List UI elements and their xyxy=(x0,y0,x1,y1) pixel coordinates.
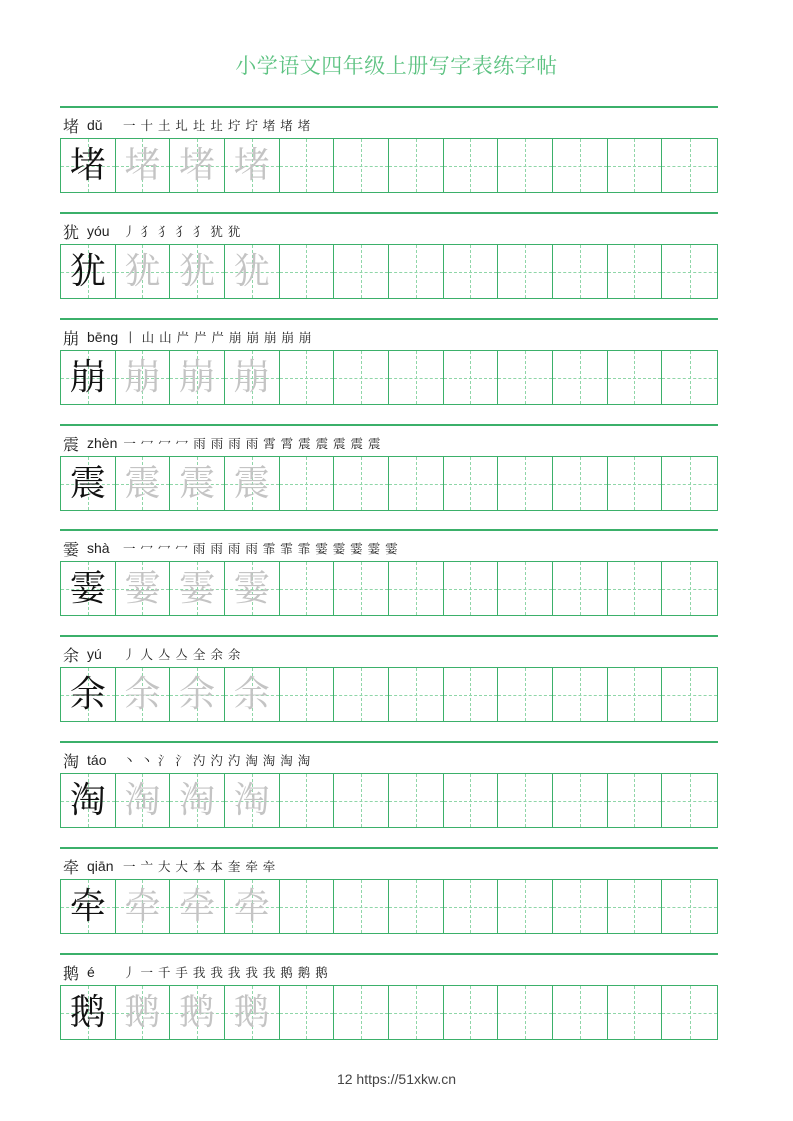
trace-character: 堵 xyxy=(124,144,161,186)
practice-cell[interactable] xyxy=(280,562,335,615)
practice-cell[interactable] xyxy=(444,139,499,192)
practice-cell[interactable] xyxy=(662,139,717,192)
trace-cell xyxy=(116,986,171,1039)
practice-cell[interactable] xyxy=(280,245,335,298)
stroke-order: 丿 一 千 手 我 我 我 我 我 鹅 鹅 鹅 xyxy=(123,965,329,980)
practice-cell[interactable] xyxy=(553,986,608,1039)
stroke-order: 丶 丶 氵 氵 汋 汋 汋 淘 淘 淘 淘 xyxy=(123,753,311,768)
trace-cell xyxy=(225,774,280,827)
trace-cell xyxy=(170,986,225,1039)
character-info xyxy=(63,748,311,772)
trace-cell xyxy=(170,245,225,298)
practice-cell[interactable] xyxy=(608,245,663,298)
practice-cell[interactable] xyxy=(444,986,499,1039)
trace-character: 牵 xyxy=(233,885,270,927)
section-divider xyxy=(60,212,718,214)
practice-cell[interactable] xyxy=(389,668,444,721)
practice-cell[interactable] xyxy=(389,774,444,827)
stroke-order: 丿 人 亼 亼 全 余 余 xyxy=(123,647,241,662)
practice-cell[interactable] xyxy=(662,562,717,615)
trace-cell xyxy=(225,986,280,1039)
practice-cell[interactable] xyxy=(334,562,389,615)
writing-grid xyxy=(60,138,718,193)
pinyin-label: qiān xyxy=(87,858,114,874)
practice-cell[interactable] xyxy=(444,457,499,510)
trace-character: 犹 xyxy=(233,250,270,292)
trace-character: 霎 xyxy=(124,567,161,609)
section-divider xyxy=(60,529,718,531)
trace-character: 震 xyxy=(233,462,270,504)
practice-cell[interactable] xyxy=(334,245,389,298)
practice-cell[interactable] xyxy=(553,668,608,721)
practice-cell[interactable] xyxy=(389,139,444,192)
practice-row xyxy=(60,212,718,318)
character-info xyxy=(63,325,312,349)
practice-cell[interactable] xyxy=(608,351,663,404)
practice-cell[interactable] xyxy=(608,457,663,510)
model-cell xyxy=(61,457,116,510)
model-character: 堵 xyxy=(69,144,106,186)
character-label: 震 xyxy=(63,434,80,454)
model-character: 牵 xyxy=(69,885,106,927)
practice-cell[interactable] xyxy=(389,351,444,404)
model-cell xyxy=(61,668,116,721)
trace-cell xyxy=(225,139,280,192)
practice-cell[interactable] xyxy=(608,139,663,192)
practice-cell[interactable] xyxy=(444,880,499,933)
model-cell xyxy=(61,880,116,933)
practice-row xyxy=(60,106,718,212)
writing-grid xyxy=(60,773,718,828)
practice-cell[interactable] xyxy=(553,351,608,404)
practice-cell[interactable] xyxy=(662,245,717,298)
pinyin-label: yú xyxy=(87,646,102,662)
trace-cell xyxy=(116,880,171,933)
trace-character: 淘 xyxy=(179,779,216,821)
model-cell xyxy=(61,774,116,827)
trace-cell xyxy=(170,880,225,933)
stroke-order: 一 冖 冖 冖 雨 雨 雨 雨 霏 霏 霏 霎 霎 霎 霎 霎 xyxy=(123,541,399,556)
practice-cell[interactable] xyxy=(334,880,389,933)
trace-character: 堵 xyxy=(233,144,270,186)
section-divider xyxy=(60,635,718,637)
practice-cell[interactable] xyxy=(608,774,663,827)
character-label: 犹 xyxy=(63,222,80,242)
stroke-order: 丿 犭 犭 犭 犭 犹 犹 xyxy=(123,224,241,239)
character-label: 堵 xyxy=(63,116,80,136)
model-character: 犹 xyxy=(69,250,106,292)
stroke-order: 一 亠 大 大 本 本 奎 牵 牵 xyxy=(123,859,276,874)
character-label: 余 xyxy=(63,645,80,665)
practice-cell[interactable] xyxy=(553,245,608,298)
trace-character: 余 xyxy=(179,673,216,715)
character-info xyxy=(63,854,276,878)
model-cell xyxy=(61,139,116,192)
trace-character: 崩 xyxy=(233,356,270,398)
practice-cell[interactable] xyxy=(389,986,444,1039)
practice-row xyxy=(60,847,718,953)
trace-character: 崩 xyxy=(124,356,161,398)
section-divider xyxy=(60,318,718,320)
character-info xyxy=(63,536,398,560)
practice-cell[interactable] xyxy=(608,668,663,721)
trace-cell xyxy=(116,562,171,615)
practice-cell[interactable] xyxy=(444,351,499,404)
practice-cell[interactable] xyxy=(389,880,444,933)
trace-cell xyxy=(225,245,280,298)
practice-cell[interactable] xyxy=(553,774,608,827)
trace-character: 鹅 xyxy=(179,991,216,1033)
character-info xyxy=(63,219,241,243)
practice-cell[interactable] xyxy=(498,245,553,298)
practice-cell[interactable] xyxy=(389,457,444,510)
practice-cell[interactable] xyxy=(280,986,335,1039)
writing-grid xyxy=(60,561,718,616)
practice-cell[interactable] xyxy=(498,351,553,404)
practice-cell[interactable] xyxy=(334,774,389,827)
practice-row xyxy=(60,741,718,847)
practice-cell[interactable] xyxy=(498,668,553,721)
practice-cell[interactable] xyxy=(280,351,335,404)
trace-character: 犹 xyxy=(124,250,161,292)
pinyin-label: dǔ xyxy=(87,117,103,133)
trace-character: 牵 xyxy=(124,885,161,927)
practice-cell[interactable] xyxy=(498,457,553,510)
pinyin-label: é xyxy=(87,964,95,980)
section-divider xyxy=(60,847,718,849)
practice-cell[interactable] xyxy=(498,986,553,1039)
trace-cell xyxy=(116,457,171,510)
trace-character: 震 xyxy=(124,462,161,504)
model-character: 余 xyxy=(69,673,106,715)
practice-cell[interactable] xyxy=(662,351,717,404)
practice-cell[interactable] xyxy=(280,880,335,933)
trace-character: 堵 xyxy=(179,144,216,186)
trace-cell xyxy=(116,245,171,298)
practice-row xyxy=(60,635,718,741)
model-character: 鹅 xyxy=(69,991,106,1033)
stroke-order: 一 冖 冖 冖 雨 雨 雨 雨 霄 霄 震 震 震 震 震 xyxy=(123,436,382,451)
pinyin-label: yóu xyxy=(87,223,110,239)
trace-character: 淘 xyxy=(233,779,270,821)
pinyin-label: shà xyxy=(87,540,110,556)
practice-cell[interactable] xyxy=(444,245,499,298)
trace-character: 余 xyxy=(124,673,161,715)
practice-cell[interactable] xyxy=(498,139,553,192)
trace-character: 崩 xyxy=(179,356,216,398)
trace-cell xyxy=(170,562,225,615)
practice-cell[interactable] xyxy=(608,562,663,615)
practice-cell[interactable] xyxy=(608,880,663,933)
practice-cell[interactable] xyxy=(662,457,717,510)
trace-cell xyxy=(225,351,280,404)
practice-cell[interactable] xyxy=(662,986,717,1039)
practice-cell[interactable] xyxy=(553,562,608,615)
pinyin-label: táo xyxy=(87,752,107,768)
trace-cell xyxy=(116,139,171,192)
section-divider xyxy=(60,953,718,955)
trace-cell xyxy=(170,668,225,721)
practice-cell[interactable] xyxy=(444,774,499,827)
character-label: 鹅 xyxy=(63,963,80,983)
model-cell xyxy=(61,562,116,615)
character-info xyxy=(63,431,381,455)
character-info xyxy=(63,960,328,984)
practice-cell[interactable] xyxy=(662,880,717,933)
writing-grid xyxy=(60,350,718,405)
model-cell xyxy=(61,986,116,1039)
trace-cell xyxy=(225,457,280,510)
practice-cell[interactable] xyxy=(662,668,717,721)
model-character: 崩 xyxy=(69,356,106,398)
trace-cell xyxy=(225,880,280,933)
character-label: 牵 xyxy=(63,857,80,877)
trace-character: 犹 xyxy=(179,250,216,292)
character-info xyxy=(63,642,241,666)
section-divider xyxy=(60,106,718,108)
practice-cell[interactable] xyxy=(389,562,444,615)
pinyin-label: zhèn xyxy=(87,435,118,451)
practice-row xyxy=(60,424,718,530)
practice-cell[interactable] xyxy=(334,668,389,721)
practice-cell[interactable] xyxy=(280,457,335,510)
trace-cell xyxy=(170,139,225,192)
practice-cell[interactable] xyxy=(498,880,553,933)
trace-cell xyxy=(116,774,171,827)
character-label: 淘 xyxy=(63,751,80,771)
trace-cell xyxy=(170,774,225,827)
trace-cell xyxy=(116,668,171,721)
practice-cell[interactable] xyxy=(334,986,389,1039)
writing-grid xyxy=(60,244,718,299)
section-divider xyxy=(60,424,718,426)
trace-character: 震 xyxy=(179,462,216,504)
trace-cell xyxy=(225,562,280,615)
trace-cell xyxy=(170,351,225,404)
model-character: 霎 xyxy=(69,567,106,609)
writing-grid xyxy=(60,985,718,1040)
practice-row xyxy=(60,529,718,635)
practice-cell[interactable] xyxy=(553,139,608,192)
model-cell xyxy=(61,351,116,404)
character-label: 崩 xyxy=(63,328,80,348)
trace-character: 淘 xyxy=(124,779,161,821)
trace-cell xyxy=(170,457,225,510)
practice-cell[interactable] xyxy=(444,668,499,721)
practice-cell[interactable] xyxy=(334,139,389,192)
practice-row xyxy=(60,318,718,424)
model-character: 震 xyxy=(69,462,106,504)
practice-cell[interactable] xyxy=(498,562,553,615)
practice-cell[interactable] xyxy=(553,880,608,933)
page-footer: 12 https://51xkw.cn xyxy=(336,1071,457,1087)
practice-cell[interactable] xyxy=(662,774,717,827)
practice-cell[interactable] xyxy=(334,351,389,404)
trace-character: 鹅 xyxy=(124,991,161,1033)
model-character: 淘 xyxy=(69,779,106,821)
trace-character: 霎 xyxy=(233,567,270,609)
practice-cell[interactable] xyxy=(608,986,663,1039)
practice-cell[interactable] xyxy=(280,668,335,721)
stroke-order: 丨 山 山 屵 屵 屵 崩 崩 崩 崩 崩 xyxy=(124,330,312,345)
trace-cell xyxy=(116,351,171,404)
character-info xyxy=(63,113,311,137)
character-label: 霎 xyxy=(63,539,80,559)
trace-character: 牵 xyxy=(179,885,216,927)
practice-cell[interactable] xyxy=(498,774,553,827)
page-title: 小学语文四年级上册写字表练字帖 xyxy=(235,54,558,78)
practice-cell[interactable] xyxy=(334,457,389,510)
model-cell xyxy=(61,245,116,298)
trace-character: 余 xyxy=(233,673,270,715)
practice-cell[interactable] xyxy=(444,562,499,615)
practice-cell[interactable] xyxy=(280,774,335,827)
practice-cell[interactable] xyxy=(553,457,608,510)
practice-cell[interactable] xyxy=(389,245,444,298)
section-divider xyxy=(60,741,718,743)
stroke-order: 一 十 土 圠 圵 圵 坾 坾 堵 堵 堵 xyxy=(123,118,311,133)
practice-row xyxy=(60,953,718,1059)
writing-grid xyxy=(60,456,718,511)
practice-cell[interactable] xyxy=(280,139,335,192)
trace-character: 霎 xyxy=(179,567,216,609)
writing-grid xyxy=(60,879,718,934)
pinyin-label: bēng xyxy=(87,329,119,345)
writing-grid xyxy=(60,667,718,722)
trace-character: 鹅 xyxy=(233,991,270,1033)
trace-cell xyxy=(225,668,280,721)
